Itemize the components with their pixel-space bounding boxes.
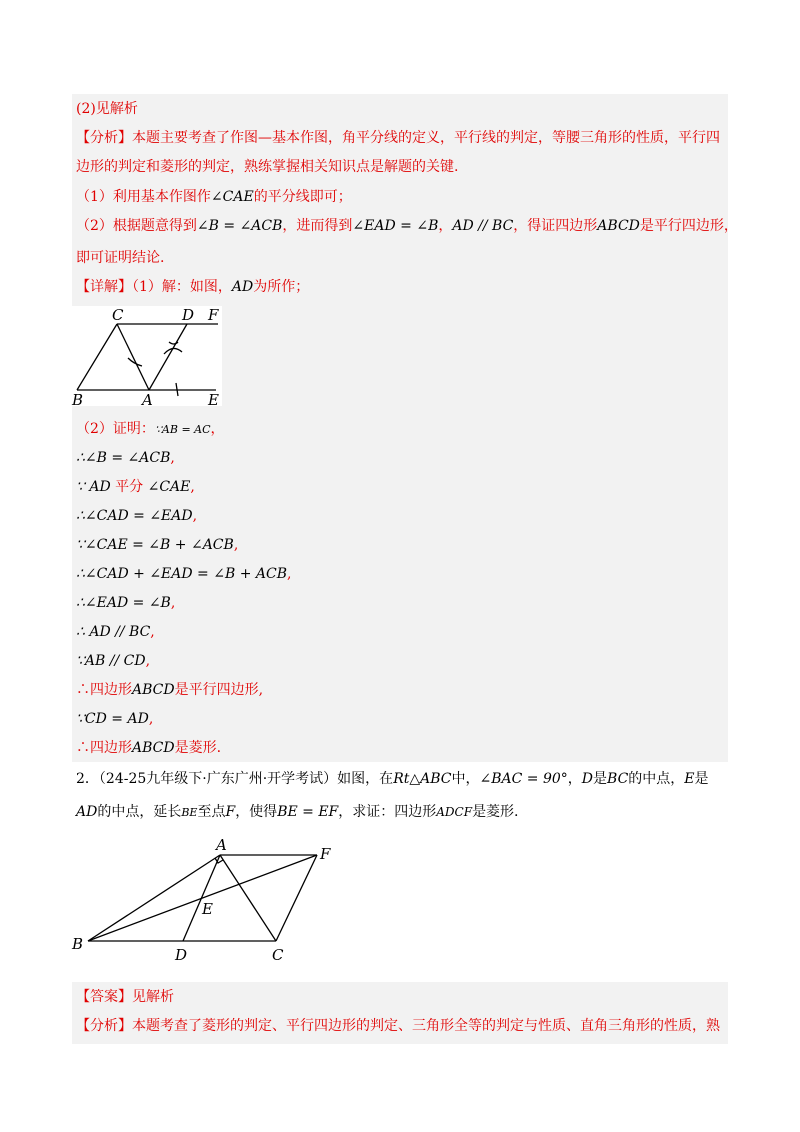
conclusion-2-math: ABCD <box>132 740 175 756</box>
proof-line-2 <box>76 477 195 497</box>
label-A: A <box>216 836 227 854</box>
label-C: C <box>112 306 124 324</box>
q2-l2-m5: ADCF <box>436 805 473 819</box>
step-2-m3: AD // BC <box>452 218 514 234</box>
analysis-2-text: 本题考查了菱形的判定、平行四边形的判定、三角形全等的判定与性质、直角三角形的性质，熟 <box>132 1018 720 1034</box>
q2-l2-t2: 至点 <box>197 804 226 820</box>
q2-t2: ， <box>567 771 582 787</box>
q2-l2-m2: BE <box>181 806 198 819</box>
q2-m1: Rt△ABC <box>393 771 452 787</box>
proof-intro-math: ∵AB = AC <box>154 423 211 436</box>
proof-line-3 <box>76 506 197 526</box>
label-A: A <box>142 391 153 406</box>
question-2-line-1 <box>76 769 709 789</box>
proof-line-2-math2: ∠CAE <box>147 479 191 495</box>
analysis-2-title: 【分析】 <box>76 1018 132 1034</box>
detail-text: （1）解：如图， <box>132 279 232 295</box>
proof-line-1-math: ∴∠B = ∠ACB <box>76 450 171 466</box>
proof-line-4-math: ∵∠CAE = ∠B + ∠ACB <box>76 537 234 553</box>
proof-line-7 <box>76 622 155 642</box>
answer-line <box>76 987 174 1007</box>
q2-t4: 的中点， <box>628 771 685 787</box>
label-F: F <box>208 306 219 324</box>
proof-intro <box>76 419 225 440</box>
step-1-text: （1）利用基本作图作 <box>76 189 211 205</box>
proof-line-5-math: ∴∠CAD + ∠EAD = ∠B + ACB <box>76 566 287 582</box>
detail-line <box>76 277 309 297</box>
question-2-line-2 <box>76 802 519 823</box>
analysis-2-line <box>76 1016 720 1036</box>
analysis-line-1 <box>76 128 720 148</box>
analysis-line-2: 边形的判定和菱形的判定，熟练掌握相关知识点是解题的关键. <box>76 159 459 175</box>
cd-line-punct: , <box>148 711 154 727</box>
q2-l2-t1: 的中点，延长 <box>97 804 182 820</box>
step-1-end: 的平分线即可； <box>253 189 352 205</box>
conclusion-1-b: 是平行四边形, <box>174 682 264 698</box>
q2-l2-t5: 是菱形. <box>472 804 519 820</box>
label-B: B <box>72 391 84 406</box>
proof-line-6 <box>76 593 175 613</box>
conclusion-1-a: ∴四边形 <box>76 682 132 698</box>
proof-line-5 <box>76 564 291 584</box>
proof-line-4 <box>76 535 238 555</box>
q2-t1: 中， <box>451 771 480 787</box>
analysis-title: 【分析】 <box>76 130 132 146</box>
proof-line-2-text: 平分 <box>110 479 148 495</box>
proof-line-8-punct: , <box>145 653 151 669</box>
proof-line-1 <box>76 448 175 468</box>
proof-line-1-punct: , <box>170 450 175 466</box>
proof-intro-end: ， <box>210 421 225 437</box>
proof-line-8-math: ∵AB // CD <box>76 653 146 669</box>
label-E: E <box>208 391 219 406</box>
q2-l2-t3: ，使得 <box>235 804 278 820</box>
proof-line-7-math: ∴ AD // BC <box>76 624 151 640</box>
proof-line-2-punct: , <box>190 479 195 495</box>
label-E: E <box>202 900 213 918</box>
step-2 <box>76 216 738 236</box>
label-D: D <box>182 306 195 324</box>
proof-line-6-math: ∴∠EAD = ∠B <box>76 595 171 611</box>
conclusion-rhombus <box>76 738 221 758</box>
q2-m2: ∠BAC = 90° <box>479 771 568 787</box>
label-D: D <box>175 946 188 964</box>
proof-intro-text: （2）证明： <box>76 421 155 437</box>
proof-line-5-punct: , <box>287 566 292 582</box>
step-2-m1: ∠B = ∠ACB <box>196 218 283 234</box>
step-1 <box>76 187 352 207</box>
q2-t3: 是 <box>593 771 608 787</box>
label-C: C <box>272 946 284 964</box>
figure-1-construction <box>70 306 222 406</box>
q2-m4: BC <box>607 771 629 787</box>
step-2-e: 是平行四边形， <box>639 218 738 234</box>
step-2-d: ，得证四边形 <box>513 218 598 234</box>
step-2-a: （2）根据题意得到 <box>76 218 197 234</box>
q2-l2-m4: BE = EF <box>277 804 339 820</box>
conclusion-2-a: ∴四边形 <box>76 740 132 756</box>
step-2-c: ， <box>438 218 453 234</box>
proof-line-3-math: ∴∠CAD = ∠EAD <box>76 508 193 524</box>
segment-ba <box>88 855 220 941</box>
conclusion-parallelogram <box>76 680 263 700</box>
q2-l2-m3: F <box>225 804 236 820</box>
proof-line-7-punct: , <box>150 624 155 640</box>
conclusion-2-b: 是菱形. <box>174 740 222 756</box>
detail-end: 为所作； <box>253 279 310 295</box>
proof-line-8 <box>76 651 150 671</box>
step-1-math: ∠CAE <box>210 189 254 205</box>
answer-text: 见解析 <box>132 989 174 1005</box>
cd-line-math: ∵CD = AD <box>76 711 149 727</box>
detail-math: AD <box>231 279 254 295</box>
q2-l2-t4: ，求证：四边形 <box>338 804 437 820</box>
conclusion-1-math: ABCD <box>132 682 175 698</box>
figure-2-rhombus <box>66 834 352 970</box>
step-2-m2: ∠EAD = ∠B <box>352 218 439 234</box>
q2-l2-m1: AD <box>76 804 98 820</box>
answer-title: 【答案】 <box>76 989 132 1005</box>
step-2-m4: ABCD <box>597 218 640 234</box>
proof-line-2-math: ∵ AD <box>76 479 111 495</box>
label-F: F <box>320 845 331 863</box>
cd-equals-ad <box>76 709 153 729</box>
proof-line-4-punct: , <box>233 537 239 553</box>
q2-m3: D <box>581 771 594 787</box>
q2-m5: E <box>684 771 695 787</box>
analysis-text: 本题主要考查了作图—基本作图，角平分线的定义，平行线的判定，等腰三角形的性质，平行四 <box>132 130 720 146</box>
label-B: B <box>72 935 84 953</box>
question-source: （24-25九年级下·广东广州·开学考试）如图，在 <box>98 771 394 787</box>
detail-title: 【详解】 <box>76 279 132 295</box>
q2-t5: 是 <box>694 771 709 787</box>
segment-ac <box>220 855 276 941</box>
proof-line-3-punct: , <box>192 508 198 524</box>
part2-answer: (2)见解析 <box>76 101 138 117</box>
proof-line-6-punct: , <box>170 595 176 611</box>
step-2-line-2: 即可证明结论. <box>76 250 165 266</box>
question-number: 2． <box>76 771 99 787</box>
step-2-b: ，进而得到 <box>282 218 353 234</box>
